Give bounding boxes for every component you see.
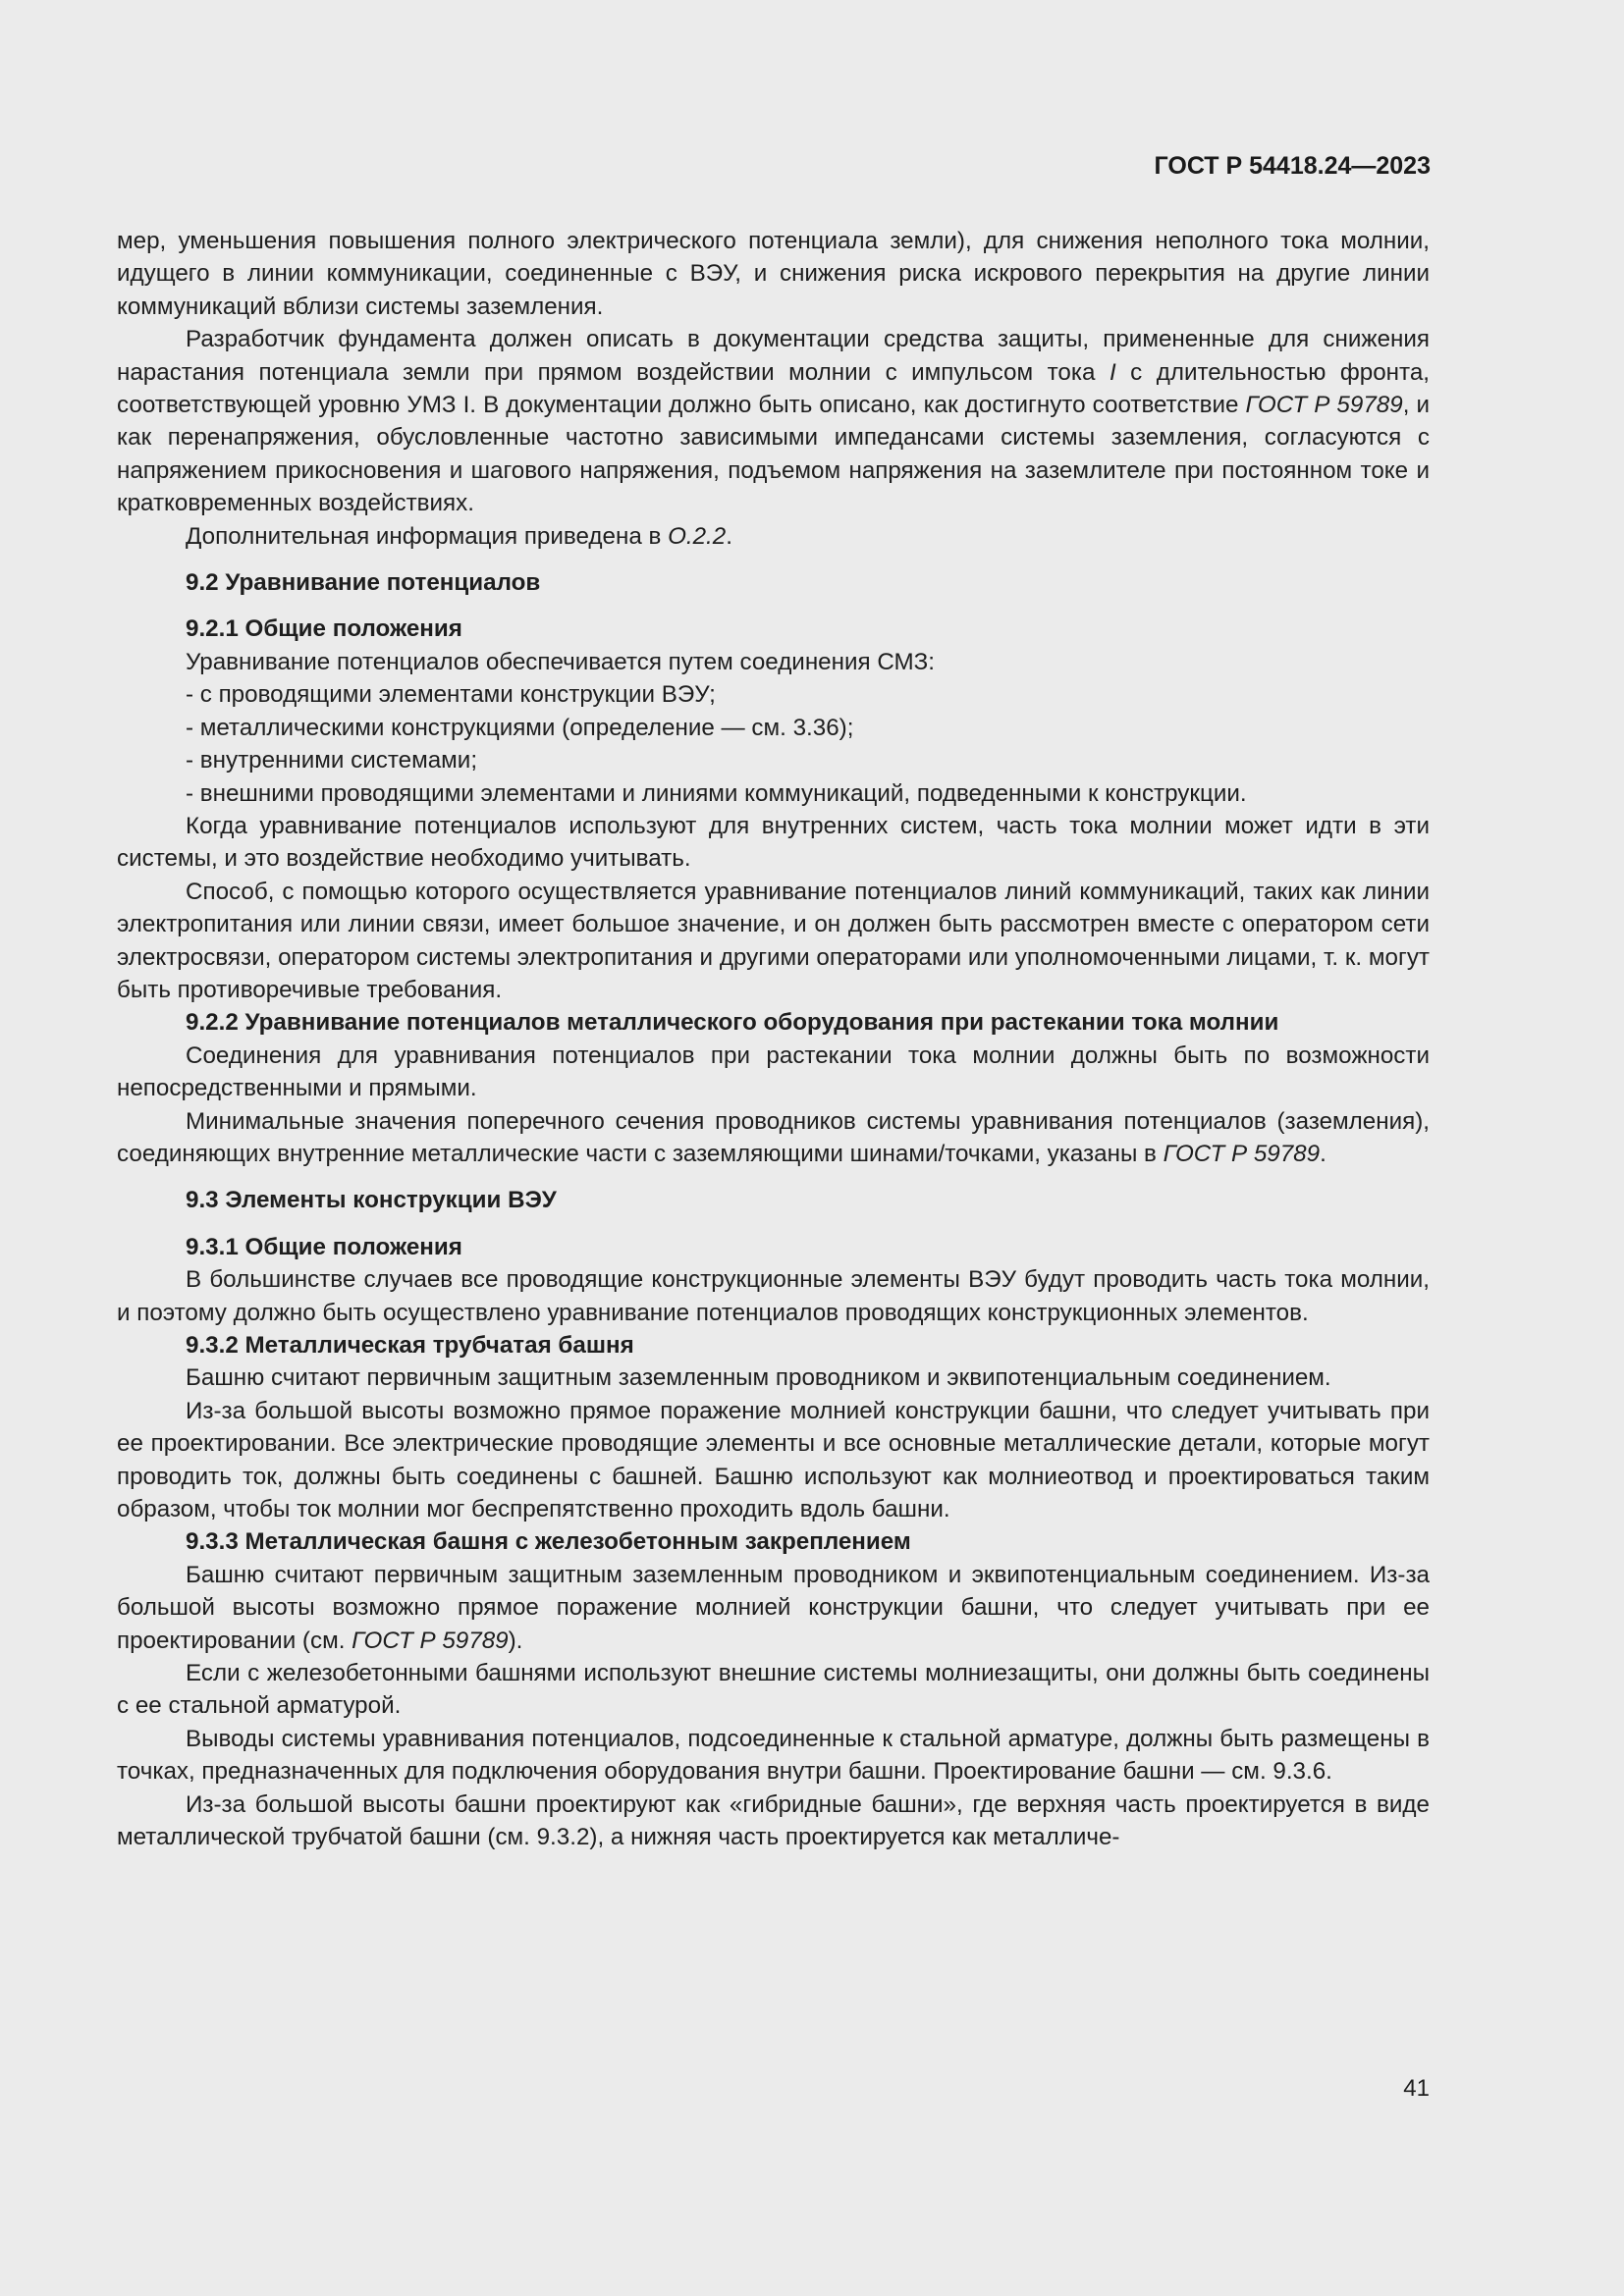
- list-item: - с проводящими элементами конструкции ВЭУ;: [186, 681, 716, 709]
- text-run: .: [1320, 1140, 1326, 1167]
- subsection-heading-9-3-3: 9.3.3 Металлическая башня с железобетонным закреплением: [186, 1528, 911, 1556]
- standard-reference: ГОСТ Р 59789: [352, 1627, 509, 1654]
- standard-reference: ГОСТ Р 59789: [1245, 392, 1403, 419]
- document-body: [117, 225, 1430, 1854]
- text-run: с длительностью фронта, соответствующей уровню УМЗ I. В документации должно быть описано, как достигнуто соответствие: [117, 358, 1430, 419]
- section-heading-9-2: 9.2 Уравнивание потенциалов: [186, 569, 541, 597]
- paragraph: Из-за большой высоты возможно прямое поражение молнией конструкции башни, что следует учитывать при ее проектировании. Все электрические проводящие элементы и все основные металлические детали, которые могут проводить ток, должны быть соединены с башней. Башню используют как молниеотвод и проектироваться таким образом, чтобы ток молнии мог беспрепятственно проходить вдоль башни.: [117, 1397, 1430, 1523]
- paragraph: [117, 520, 1430, 553]
- list-item: - металлическими конструкциями (определение — см. 3.36);: [186, 714, 854, 741]
- paragraph: Уравнивание потенциалов обеспечивается путем соединения СМЗ:: [186, 648, 935, 675]
- text-run: Минимальные значения поперечного сечения проводников системы уравнивания потенциалов (заземления), соединяющих внутренние металлические части с заземляющими шинами/точками, указаны в: [117, 1107, 1430, 1167]
- paragraph: Соединения для уравнивания потенциалов при растекании тока молнии должны быть по возможности непосредственными и прямыми.: [117, 1041, 1430, 1102]
- paragraph: Способ, с помощью которого осуществляется уравнивание потенциалов линий коммуникаций, таких как линии электропитания или линии связи, имеет большое значение, и он должен быть рассмотрен вместе с оператором сети электросвязи, оператором системы электропитания и другими операторами или уполномоченными лицами, т. к. могут быть противоречивые требования.: [117, 878, 1430, 1003]
- annex-reference: O.2.2: [668, 522, 727, 550]
- paragraph: мер, уменьшения повышения полного электрического потенциала земли), для снижения неполного тока молнии, идущего в линии коммуникации, соединенные с ВЭУ, и снижения риска искрового перекрытия на другие линии коммуникаций вблизи системы заземления.: [117, 228, 1430, 320]
- paragraph: Из-за большой высоты башни проектируют как «гибридные башни», где верхняя часть проектируется в виде металлической трубчатой башни (см. 9.3.2), а нижняя часть проектируется как металличе-: [117, 1790, 1430, 1851]
- page-number: 41: [1403, 2075, 1430, 2102]
- paragraph: [117, 1105, 1430, 1171]
- paragraph: [117, 323, 1430, 519]
- text-run: Башню считают первичным защитным заземленным проводником и эквипотенциальным соединением. Из-за большой высоты возможно прямое поражение молнией конструкции башни, что следует учитывать при ее проектировании (см.: [117, 1561, 1430, 1654]
- paragraph: В большинстве случаев все проводящие конструкционные элементы ВЭУ будут проводить часть тока молнии, и поэтому должно быть осуществлено уравнивание потенциалов проводящих конструкционных элементов.: [117, 1266, 1430, 1326]
- text-run: .: [726, 522, 732, 550]
- standard-reference: ГОСТ Р 59789: [1163, 1140, 1321, 1167]
- text-run: ).: [508, 1627, 523, 1654]
- italic-symbol: I: [1109, 358, 1116, 386]
- list-item: - внешними проводящими элементами и линиями коммуникаций, подведенными к конструкции.: [186, 779, 1247, 807]
- subsection-heading-9-3-2: 9.3.2 Металлическая трубчатая башня: [186, 1332, 634, 1359]
- paragraph: Выводы системы уравнивания потенциалов, подсоединенные к стальной арматуре, должны быть размещены в точках, предназначенных для подключения оборудования внутри башни. Проектирование башни — см. 9.3.6.: [117, 1725, 1430, 1786]
- subsection-heading-9-2-2: 9.2.2 Уравнивание потенциалов металлического оборудования при растекании тока молнии: [186, 1009, 1279, 1037]
- subsection-heading-9-2-1: 9.2.1 Общие положения: [186, 615, 462, 643]
- subsection-heading-9-3-1: 9.3.1 Общие положения: [186, 1233, 462, 1260]
- text-run: , и как перенапряжения, обусловленные частотно зависимыми импедансами системы заземления, согласуются с напряжением прикосновения и шагового напряжения, подъемом напряжения на заземлителе при постоянном токе и кратковременных воздействиях.: [117, 392, 1430, 517]
- paragraph: Башню считают первичным защитным заземленным проводником и эквипотенциальным соединением.: [186, 1364, 1331, 1392]
- list-item: - внутренними системами;: [186, 747, 478, 774]
- paragraph: [117, 1559, 1430, 1657]
- text-run: Разработчик фундамента должен описать в документации средства защиты, примененные для снижения нарастания потенциала земли при прямом воздействии молнии с импульсом тока: [117, 326, 1430, 386]
- text-run: Дополнительная информация приведена в: [186, 522, 669, 550]
- paragraph: Когда уравнивание потенциалов используют для внутренних систем, часть тока молнии может идти в эти системы, и это воздействие необходимо учитывать.: [117, 812, 1430, 873]
- paragraph: Если с железобетонными башнями используют внешние системы молниезащиты, они должны быть соединены с ее стальной арматурой.: [117, 1660, 1430, 1720]
- section-heading-9-3: 9.3 Элементы конструкции ВЭУ: [186, 1187, 557, 1214]
- document-code-header: ГОСТ Р 54418.24—2023: [1154, 152, 1431, 180]
